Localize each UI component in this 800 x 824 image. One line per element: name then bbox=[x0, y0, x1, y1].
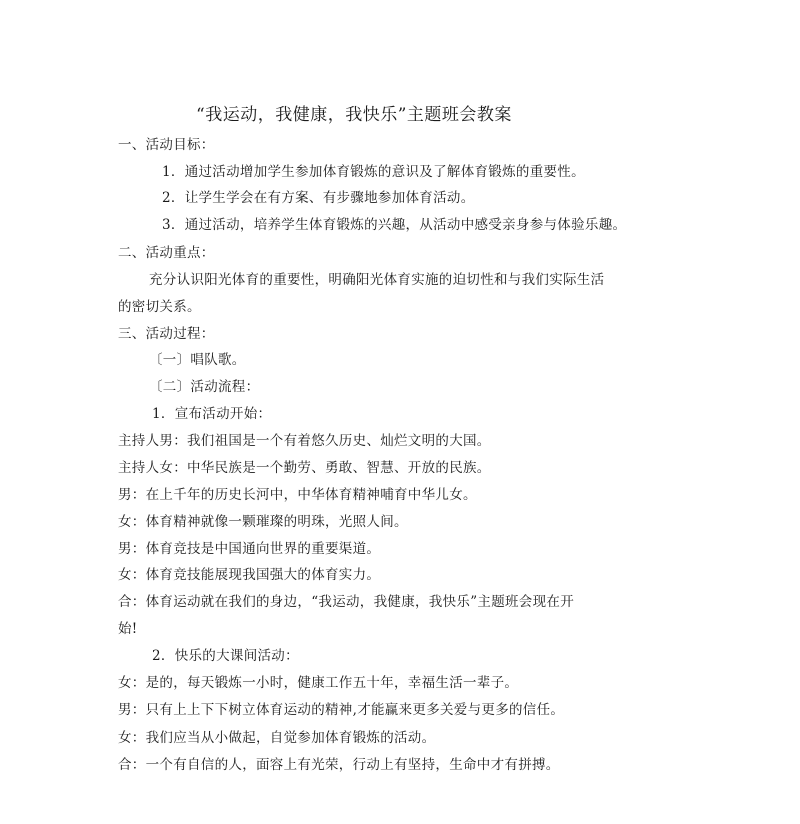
goal-item-2: 2．让学生学会在有方案、有步骤地参加体育活动。 bbox=[162, 190, 475, 206]
dialogue-line: 合：一个有自信的人，面容上有光荣，行动上有坚持，生命中才有拼搏。 bbox=[118, 757, 560, 773]
focus-heading: 二、活动重点： bbox=[118, 245, 215, 261]
dialogue-line: 女：是的，每天锻炼一小时，健康工作五十年，幸福生活一辈子。 bbox=[118, 675, 519, 691]
dialogue-line: 女：体育竞技能展现我国强大的体育实力。 bbox=[118, 567, 381, 583]
goal-item-1: 1．通过活动增加学生参加体育锻炼的意识及了解体育锻炼的重要性。 bbox=[162, 164, 585, 180]
dialogue-line: 女：体育精神就像一颗璀璨的明珠，光照人间。 bbox=[118, 514, 408, 530]
step2-heading: 2．快乐的大课间活动： bbox=[152, 648, 299, 664]
dialogue-line: 合：体育运动就在我们的身边，“我运动，我健康，我快乐”主题班会现在开 bbox=[118, 594, 575, 610]
dialogue-line: 主持人女：中华民族是一个勤劳、勇敢、智慧、开放的民族。 bbox=[118, 460, 491, 476]
document-title: “我运动，我健康，我快乐”主题班会教案 bbox=[196, 105, 512, 125]
dialogue-line: 男：在上千年的历史长河中，中华体育精神哺育中华儿女。 bbox=[118, 487, 477, 503]
process-heading: 三、活动过程： bbox=[118, 326, 215, 342]
focus-line-1: 充分认识阳光体育的重要性，明确阳光体育实施的迫切性和与我们实际生活 bbox=[149, 272, 605, 288]
goals-heading: 一、活动目标： bbox=[118, 137, 215, 153]
focus-line-2: 的密切关系。 bbox=[118, 299, 201, 315]
goal-item-3: 3．通过活动，培养学生体育锻炼的兴趣，从活动中感受亲身参与体验乐趣。 bbox=[162, 217, 627, 233]
dialogue-line: 男：体育竞技是中国通向世界的重要渠道。 bbox=[118, 541, 381, 557]
process-item-1: 〔一〕唱队歌。 bbox=[149, 352, 246, 368]
step1-heading: 1．宣布活动开始： bbox=[152, 406, 272, 422]
dialogue-line: 主持人男：我们祖国是一个有着悠久历史、灿烂文明的大国。 bbox=[118, 433, 491, 449]
process-item-2: 〔二〕活动流程： bbox=[149, 379, 260, 395]
dialogue-line: 女：我们应当从小做起，自觉参加体育锻炼的活动。 bbox=[118, 730, 436, 746]
dialogue-line: 男：只有上上下下树立体育运动的精神,才能赢来更多关爱与更多的信任。 bbox=[118, 702, 565, 718]
dialogue-line: 始! bbox=[118, 621, 138, 637]
